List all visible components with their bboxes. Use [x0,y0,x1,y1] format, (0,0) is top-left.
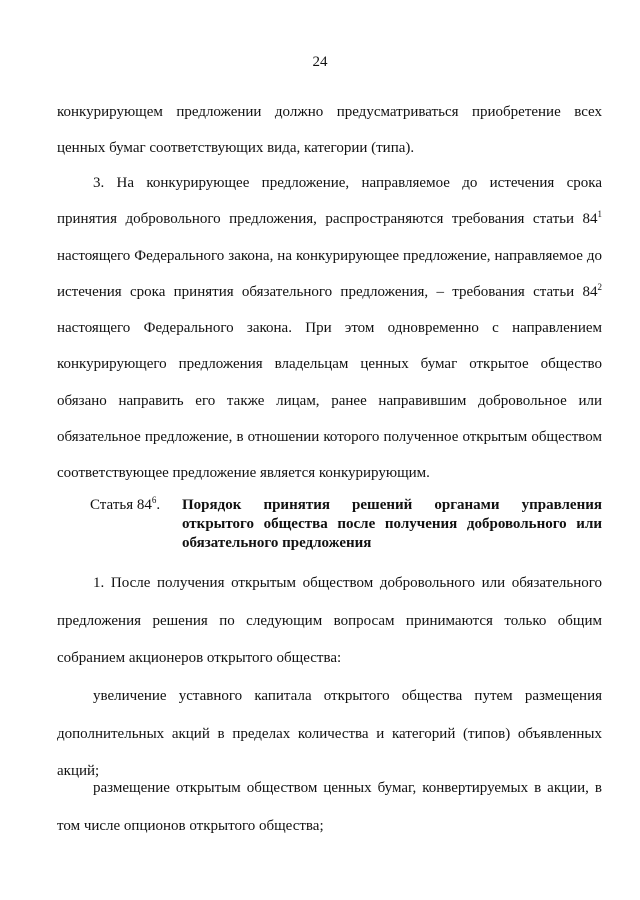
paragraph-3 [57,165,602,492]
superscript-2: 2 [597,281,602,292]
paragraph-3-part1: 3. На конкурирующее предложение, направляемое до истечения срока принятия добровольного предложения, распространяются требования статьи 84 [57,175,602,228]
paragraph-list-item-1: увеличение уставного капитала открытого общества путем размещения дополнительных акций в пределах количества и категорий (типов) объявленных акций; [57,688,602,779]
page-number: 24 [312,54,328,70]
paragraph-3-part3: настоящего Федерального закона. При этом одновременно с направлением конкурирующего предложения владельцам ценных бумаг открытое общество обязано направить его также лицам, ранее направившим добровольное или обязательное предложение, в отношении которого полученное открытым обществом соответствующее предложение является конкурирующим. [57,320,602,482]
article-title: Порядок принятия решений органами управления открытого общества после получения добровольного или обязательного предложения [182,497,602,551]
article-label: Статья $84^6$. [90,495,161,513]
superscript-1: 1 [597,209,602,220]
article-superscript: 6 [151,495,157,505]
paragraph-article-1: 1. После получения открытым обществом добровольного или обязательного предложения решения по следующим вопросам принимаются только общим собранием акционеров открытого общества: [57,575,602,666]
paragraph-continuation: конкурирующем предложении должно предусматриваться приобретение всех ценных бумаг соответствующих вида, категории (типа). [57,104,602,157]
paragraph-3-part2: настоящего Федерального закона, на конкурирующее предложение, направляемое до истечения срока принятия обязательного предложения, – требования статьи 84 [57,247,602,300]
paragraph-list-item-2: размещение открытым обществом ценных бумаг, конвертируемых в акции, в том числе опционов открытого общества; [57,780,602,834]
